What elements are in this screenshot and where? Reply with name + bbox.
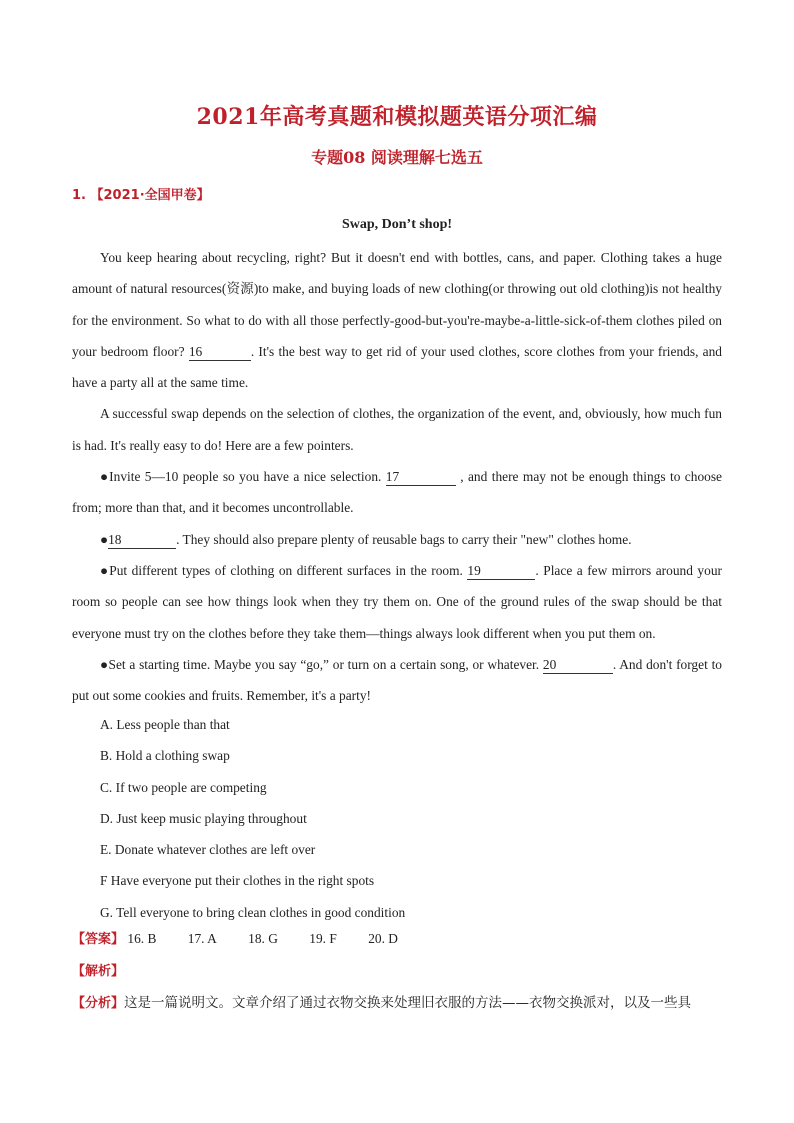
paragraph-2: A successful swap depends on the selection of clothes, the organization of the event, and, obviously, how much fun is had. It's really easy to do! Here are a few pointers. (72, 406, 722, 453)
blank-20: 20 (543, 657, 613, 674)
document-title: 2021年高考真题和模拟题英语分项汇编 (196, 104, 598, 130)
blank-17: 17 (386, 469, 456, 486)
fenxi-text: 这是一篇说明文。文章介绍了通过衣物交换来处理旧衣服的方法——衣物交换派对，以及一些具 (124, 995, 692, 1011)
option-e: E. Donate whatever clothes are left over (100, 842, 316, 858)
analysis-tag: 【解析】 (72, 964, 125, 979)
blank-19: 19 (467, 563, 535, 580)
paragraph-5 (72, 555, 722, 649)
bullet: ● (100, 531, 109, 547)
answer-20: 20. D (368, 931, 398, 946)
option-c: C. If two people are competing (100, 779, 267, 795)
option-b: B. Hold a clothing swap (100, 748, 230, 764)
paragraph-3-text-end: , and there may not be enough things to choose from; more than that, and it becomes uncontrollable. (72, 469, 722, 516)
paragraph-5-text: ●Put different types of clothing on different surfaces in the room. (100, 562, 463, 578)
blank-18: 18 (108, 532, 176, 549)
answer-17: 17. A (187, 931, 217, 946)
option-g: G. Tell everyone to bring clean clothes in good condition (100, 904, 406, 920)
document-subtitle: 专题08 阅读理解七选五 (311, 148, 483, 167)
paragraph-4-text: . They should also prepare plenty of reusable bags to carry their "new" clothes home. (176, 531, 632, 547)
paragraph-1-text-end: . It's the best way to get rid of your used clothes, score clothes from your friends, and have a party all at the same time. (72, 343, 722, 391)
answer-line (72, 928, 426, 947)
answer-19: 19. F (309, 931, 337, 946)
answer-tag: 【答案】 (72, 932, 125, 947)
analysis-summary (72, 991, 732, 1011)
option-d: D. Just keep music playing throughout (100, 810, 307, 826)
paragraph-6-text-end: . And don't forget to put out some cookies and fruits. Remember, it's a party! (72, 656, 722, 704)
paragraph-3 (72, 461, 722, 524)
blank-16: 16 (189, 344, 251, 361)
paragraph-3-text: ●Invite 5—10 people so you have a nice selection. (100, 469, 382, 485)
option-f: F Have everyone put their clothes in the right spots (100, 873, 375, 889)
paragraph-6-text: ●Set a starting time. Maybe you say “go,” or turn on a certain song, or whatever. (100, 656, 540, 672)
fenxi-tag: 【分析】 (72, 996, 125, 1011)
options-list (100, 709, 405, 928)
passage-body (72, 242, 722, 711)
paragraph-1 (72, 242, 722, 398)
question-header: 1. 【2021·全国甲卷】 (72, 188, 210, 203)
paragraph-1-text: You keep hearing about recycling, right? But it doesn't end with bottles, cans, and paper. Clothing takes a huge amount of natural resources(资源)to make, and buying loads of new clothing(or throwing out old clothing)is not healthy for the environment. So what to do with all those perfectly-good-but-you're-maybe-a-little-sick-of-them clothes piled on your bedroom floor? (72, 250, 722, 359)
option-a: A. Less people than that (100, 717, 230, 732)
paragraph-5-text-end: . Place a few mirrors around your room so people can see how things look when they try them on. One of the ground rules of the swap should be that everyone must try on the clothes before they take them—things always look different when you put them on. (72, 562, 722, 641)
passage-title: Swap, Don’t shop! (341, 217, 453, 232)
paragraph-4 (72, 524, 722, 555)
answer-18: 18. G (248, 931, 278, 946)
paragraph-6 (72, 649, 722, 712)
answer-16: 16. B (127, 931, 157, 946)
